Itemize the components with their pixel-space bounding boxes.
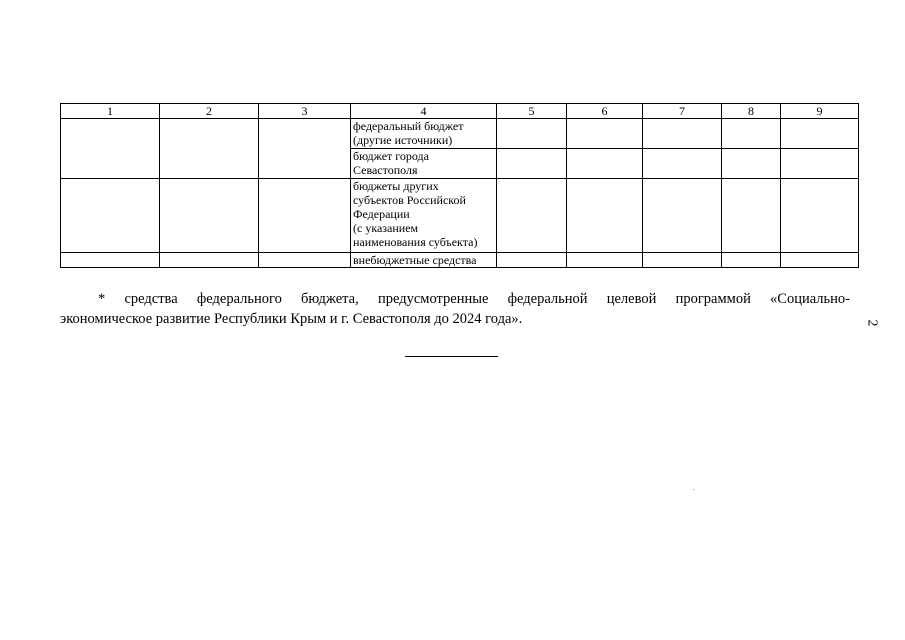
empty-cell (160, 179, 259, 253)
funding-source-line: Федерации (353, 207, 410, 221)
value-cell (567, 179, 643, 253)
empty-cell (61, 253, 160, 268)
funding-source-line: (другие источники) (353, 133, 453, 147)
footnote (60, 289, 850, 329)
table-row (61, 119, 859, 149)
value-cell (722, 149, 781, 179)
funding-source-line: федеральный бюджет (353, 119, 464, 133)
funding-source-line: бюджеты других (353, 179, 439, 193)
empty-cell (61, 119, 160, 179)
funding-source-cell (351, 119, 497, 149)
funding-source-line: внебюджетные средства (353, 253, 477, 267)
scan-speck (693, 489, 694, 490)
value-cell (497, 179, 567, 253)
table-row (61, 179, 859, 253)
empty-cell (160, 119, 259, 179)
value-cell (643, 149, 722, 179)
value-cell (643, 179, 722, 253)
empty-cell (259, 119, 351, 179)
header-cell: 8 (722, 104, 781, 119)
value-cell (567, 149, 643, 179)
value-cell (497, 119, 567, 149)
value-cell (567, 119, 643, 149)
funding-source-line: Севастополя (353, 163, 418, 177)
page-number: 2 (864, 319, 880, 327)
separator-line (405, 356, 498, 357)
funding-source-line: (с указанием (353, 221, 419, 235)
table-row (61, 253, 859, 268)
table-header-row (61, 104, 859, 119)
empty-cell (160, 253, 259, 268)
value-cell (643, 253, 722, 268)
header-cell: 2 (160, 104, 259, 119)
value-cell (722, 253, 781, 268)
footnote-line: * средства федерального бюджета, предусмотренные федеральной целевой программой «Социально- (98, 291, 850, 307)
funding-source-cell (351, 253, 497, 268)
value-cell (781, 179, 859, 253)
header-cell: 6 (567, 104, 643, 119)
header-cell: 1 (61, 104, 160, 119)
empty-cell (259, 253, 351, 268)
funding-source-line: наименования субъекта) (353, 235, 478, 249)
value-cell (643, 119, 722, 149)
header-cell: 9 (781, 104, 859, 119)
header-cell: 5 (497, 104, 567, 119)
budget-table (60, 103, 859, 268)
header-cell: 4 (351, 104, 497, 119)
header-cell: 7 (643, 104, 722, 119)
funding-source-cell (351, 179, 497, 253)
footnote-line: экономическое развитие Республики Крым и г. Севастополя до 2024 года». (60, 311, 523, 327)
value-cell (567, 253, 643, 268)
value-cell (497, 253, 567, 268)
empty-cell (259, 179, 351, 253)
empty-cell (61, 179, 160, 253)
funding-source-line: бюджет города (353, 149, 429, 163)
value-cell (497, 149, 567, 179)
value-cell (781, 149, 859, 179)
value-cell (781, 119, 859, 149)
header-cell: 3 (259, 104, 351, 119)
value-cell (722, 179, 781, 253)
funding-source-cell (351, 149, 497, 179)
value-cell (781, 253, 859, 268)
value-cell (722, 119, 781, 149)
funding-source-line: субъектов Российской (353, 193, 466, 207)
